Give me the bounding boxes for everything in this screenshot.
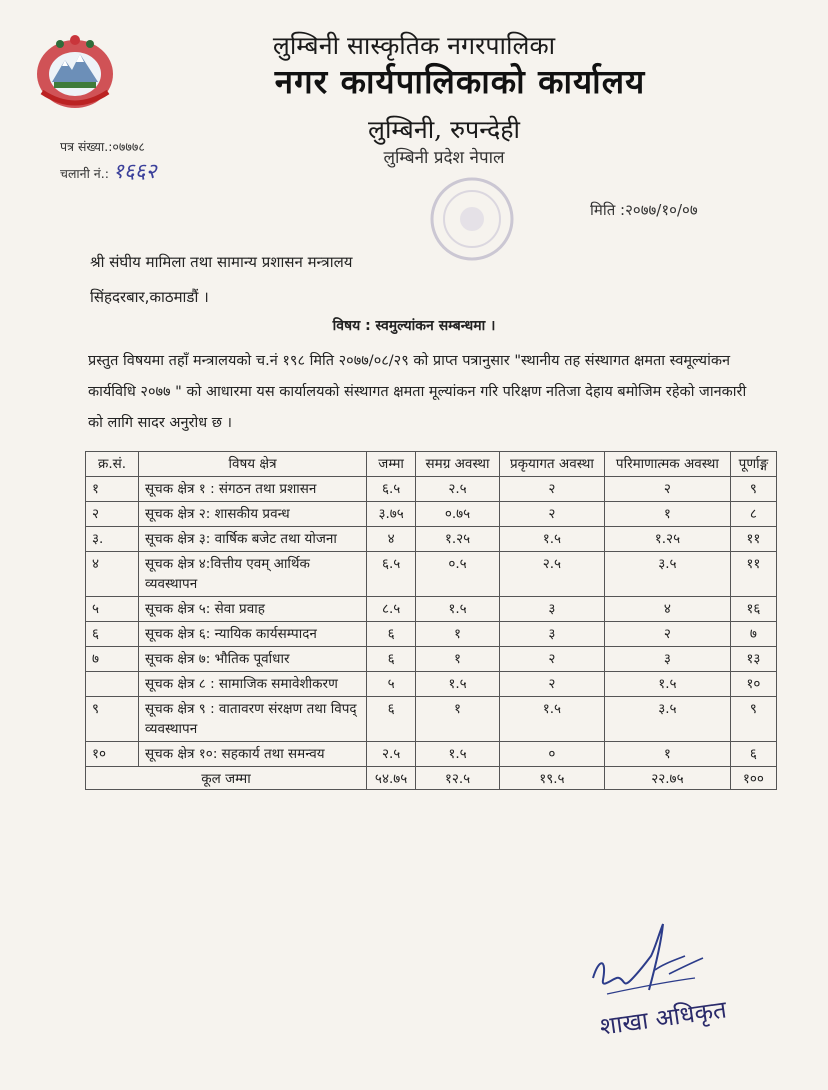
cell-area: सूचक क्षेत्र ३: वार्षिक बजेट तथा योजना <box>139 527 367 552</box>
header-total: जम्मा <box>367 452 416 477</box>
cell-area: सूचक क्षेत्र १०: सहकार्य तथा समन्वय <box>139 742 367 767</box>
cell-overall: १.२५ <box>416 527 500 552</box>
table-row <box>86 527 777 552</box>
table-row <box>86 672 777 697</box>
cell-full-marks: ११ <box>730 527 776 552</box>
cell-process: २ <box>499 672 604 697</box>
cell-serial: २ <box>86 502 139 527</box>
header-process: प्रकृयागत अवस्था <box>499 452 604 477</box>
cell-quantitative: २ <box>604 477 730 502</box>
dispatch-number-value: १६६२ <box>112 159 157 183</box>
cell-process: ३ <box>499 597 604 622</box>
cell-overall: १.५ <box>416 742 500 767</box>
cell-total: ६ <box>367 622 416 647</box>
table-row <box>86 622 777 647</box>
table-row <box>86 697 777 742</box>
cell-serial: ५ <box>86 597 139 622</box>
office-location: लुम्बिनी, रुपन्देही <box>368 115 520 144</box>
letter-subject: विषय : स्वमुल्यांकन सम्बन्धमा । <box>332 318 496 334</box>
cell-overall: १.५ <box>416 597 500 622</box>
header-overall: समग्र अवस्था <box>416 452 500 477</box>
total-process: १९.५ <box>499 767 604 790</box>
table-row <box>86 477 777 502</box>
cell-process: २ <box>499 477 604 502</box>
province-name: लुम्बिनी प्रदेश नेपाल <box>383 148 505 168</box>
cell-full-marks: १० <box>730 672 776 697</box>
cell-area: सूचक क्षेत्र २: शासकीय प्रवन्ध <box>139 502 367 527</box>
cell-full-marks: १६ <box>730 597 776 622</box>
cell-serial: ९ <box>86 697 139 742</box>
table-row <box>86 742 777 767</box>
cell-quantitative: ३.५ <box>604 552 730 597</box>
dispatch-number-label: चलानी नं.: <box>60 166 109 181</box>
cell-area: सूचक क्षेत्र ७: भौतिक पूर्वाधार <box>139 647 367 672</box>
cell-process: २.५ <box>499 552 604 597</box>
total-label: कूल जम्मा <box>86 767 367 790</box>
cell-total: ६ <box>367 697 416 742</box>
table-row <box>86 647 777 672</box>
dispatch-number <box>60 157 157 185</box>
table-row <box>86 502 777 527</box>
total-quantitative: २२.७५ <box>604 767 730 790</box>
letter-reference-number: पत्र संख्या.:०७७७८ <box>60 139 145 154</box>
cell-overall: १.५ <box>416 672 500 697</box>
office-stamp-icon <box>425 172 520 267</box>
cell-total: ३.७५ <box>367 502 416 527</box>
cell-serial: ६ <box>86 622 139 647</box>
table-row <box>86 552 777 597</box>
table-row <box>86 597 777 622</box>
cell-quantitative: १.५ <box>604 672 730 697</box>
cell-overall: १ <box>416 647 500 672</box>
cell-total: ६.५ <box>367 552 416 597</box>
cell-quantitative: ३.५ <box>604 697 730 742</box>
cell-area: सूचक क्षेत्र ४:वित्तीय एवम् आर्थिक व्यवस्थापन <box>139 552 367 597</box>
cell-serial: ३. <box>86 527 139 552</box>
cell-overall: २.५ <box>416 477 500 502</box>
assessment-table <box>85 451 777 790</box>
cell-total: ४ <box>367 527 416 552</box>
total-full-marks: १०० <box>730 767 776 790</box>
office-title: नगर कार्यपालिकाको कार्यालय <box>274 62 646 101</box>
cell-full-marks: ८ <box>730 502 776 527</box>
letter-body: प्रस्तुत विषयमा तहाँ मन्त्रालयको च.नं १९८ मिति २०७७/०८/२९ को प्राप्त पत्रानुसार "स्थानीय तह संस्थागत क्षमता स्वमूल्यांकन कार्यविधि २०७७ " को आधारमा यस कार्यालयको संस्थागत क्षमता मूल्यांकन गरि परिक्षण नतिजा देहाय बमोजिम रहेको जानकारी को लागि सादर अनुरोध छ । <box>88 353 747 431</box>
cell-process: ० <box>499 742 604 767</box>
cell-area: सूचक क्षेत्र ५: सेवा प्रवाह <box>139 597 367 622</box>
handwritten-signature <box>585 918 715 1006</box>
cell-process: १.५ <box>499 527 604 552</box>
cell-full-marks: ९ <box>730 477 776 502</box>
cell-full-marks: ९ <box>730 697 776 742</box>
recipient-line-2: सिंहदरबार,काठमाडौं । <box>90 288 209 306</box>
cell-total: ५ <box>367 672 416 697</box>
cell-quantitative: १ <box>604 742 730 767</box>
cell-area: सूचक क्षेत्र ९ : वातावरण संरक्षण तथा विपद् व्यवस्थापन <box>139 697 367 742</box>
cell-overall: ०.७५ <box>416 502 500 527</box>
cell-total: ६.५ <box>367 477 416 502</box>
cell-full-marks: १३ <box>730 647 776 672</box>
header-serial: क्र.सं. <box>86 452 139 477</box>
table-header-row <box>86 452 777 477</box>
cell-total: २.५ <box>367 742 416 767</box>
cell-area: सूचक क्षेत्र १ : संगठन तथा प्रशासन <box>139 477 367 502</box>
cell-overall: ०.५ <box>416 552 500 597</box>
cell-full-marks: ७ <box>730 622 776 647</box>
letter-date: मिति :२०७७/१०/०७ <box>590 201 698 219</box>
header-full-marks: पूर्णाङ्ग <box>730 452 776 477</box>
cell-total: ६ <box>367 647 416 672</box>
cell-overall: १ <box>416 697 500 742</box>
officer-designation: शाखा अधिकृत <box>598 995 729 1041</box>
cell-process: १.५ <box>499 697 604 742</box>
cell-area: सूचक क्षेत्र ६: न्यायिक कार्यसम्पादन <box>139 622 367 647</box>
header-area: विषय क्षेत्र <box>139 452 367 477</box>
total-sum: ५४.७५ <box>367 767 416 790</box>
cell-process: ३ <box>499 622 604 647</box>
cell-area: सूचक क्षेत्र ८ : सामाजिक समावेशीकरण <box>139 672 367 697</box>
table-total-row <box>86 767 777 790</box>
cell-quantitative: ४ <box>604 597 730 622</box>
cell-serial <box>86 672 139 697</box>
cell-serial: ४ <box>86 552 139 597</box>
header-quantitative: परिमाणात्मक अवस्था <box>604 452 730 477</box>
total-overall: १२.५ <box>416 767 500 790</box>
municipality-name: लुम्बिनी सास्कृतिक नगरपालिका <box>272 31 556 60</box>
cell-quantitative: ३ <box>604 647 730 672</box>
cell-serial: १ <box>86 477 139 502</box>
recipient-line-1: श्री संघीय मामिला तथा सामान्य प्रशासन मन्त्रालय <box>90 253 353 271</box>
cell-overall: १ <box>416 622 500 647</box>
cell-total: ८.५ <box>367 597 416 622</box>
cell-process: २ <box>499 502 604 527</box>
cell-serial: ७ <box>86 647 139 672</box>
cell-serial: १० <box>86 742 139 767</box>
cell-full-marks: ६ <box>730 742 776 767</box>
cell-quantitative: १.२५ <box>604 527 730 552</box>
cell-process: २ <box>499 647 604 672</box>
cell-quantitative: १ <box>604 502 730 527</box>
cell-full-marks: ११ <box>730 552 776 597</box>
cell-quantitative: २ <box>604 622 730 647</box>
